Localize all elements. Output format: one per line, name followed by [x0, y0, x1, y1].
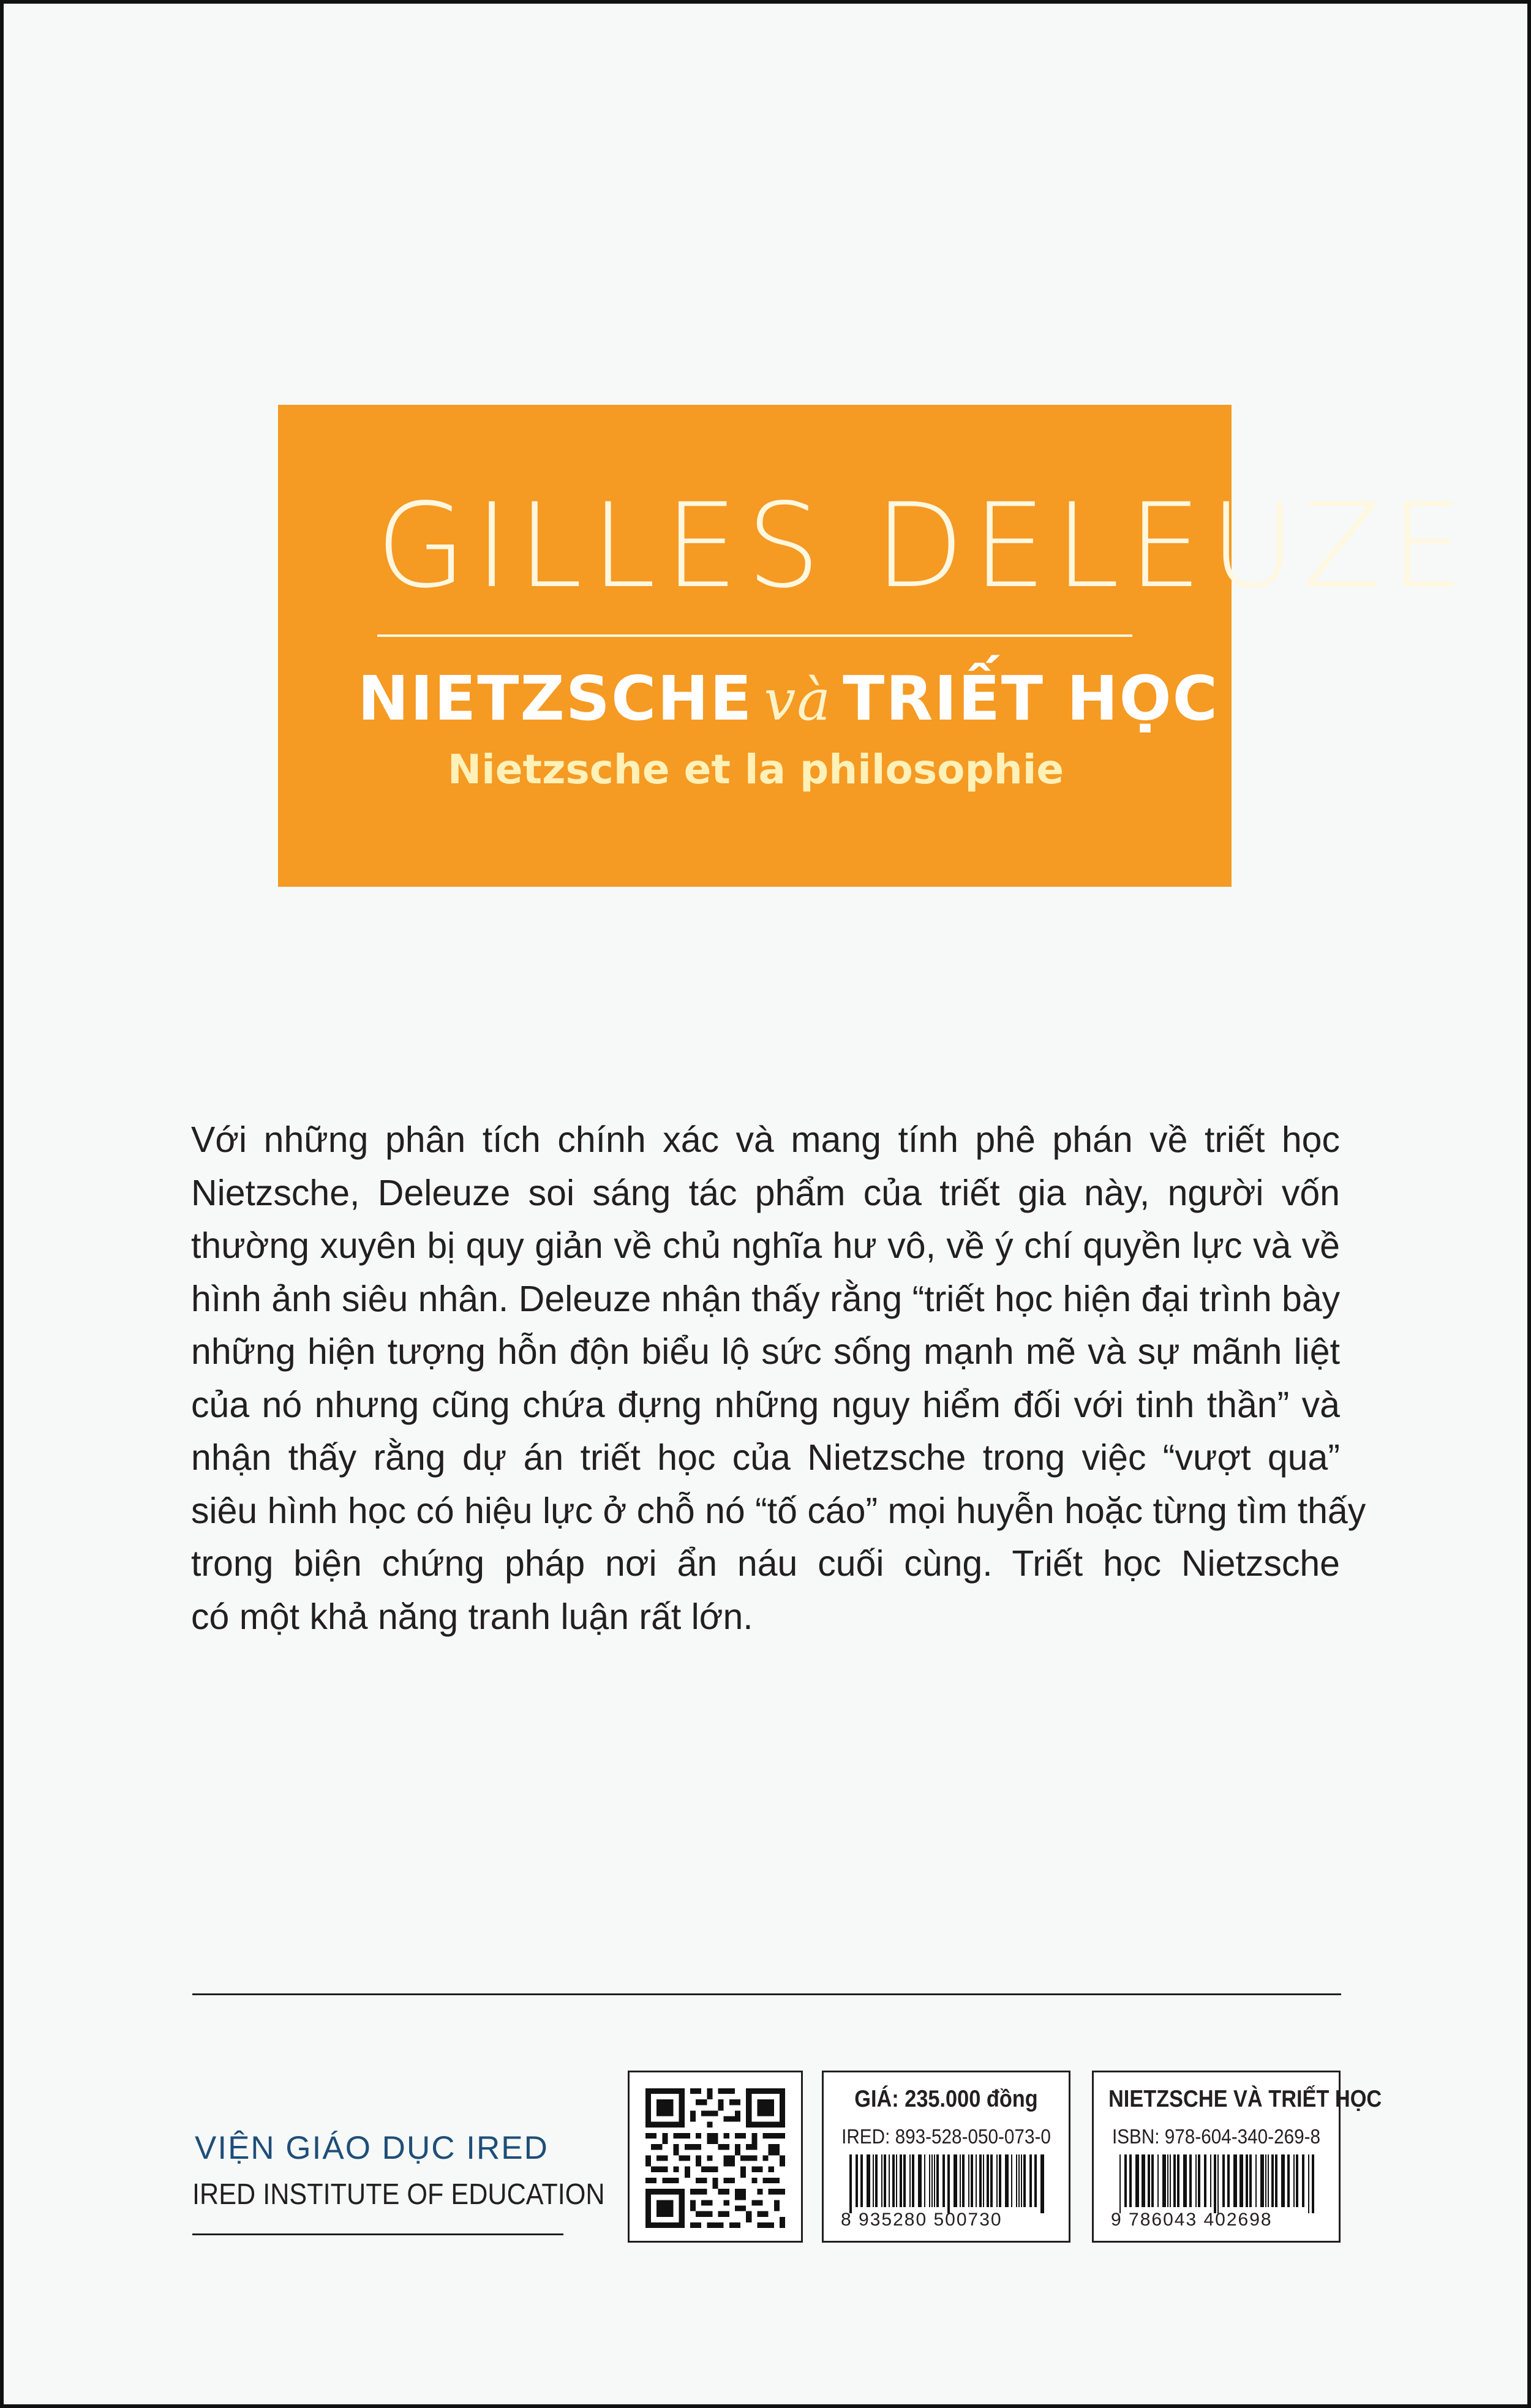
blurb-line: nhận thấy rằng dự án triết học của Nietzsche trong việc “vượt qua” [191, 1437, 1340, 1478]
barcode-bar [1151, 2154, 1154, 2207]
barcode-bar [1021, 2154, 1022, 2207]
blurb-line: siêu hình học có hiệu lực ở chỗ nó “tố cáo” mọi huyễn hoặc từng tìm thấy [191, 1490, 1366, 1531]
qr-code-icon [645, 2088, 785, 2228]
barcode-bar [1210, 2154, 1211, 2207]
barcode-bar [1124, 2154, 1127, 2207]
barcode-bar [1233, 2154, 1237, 2207]
book-title-french: Nietzsche et la philosophie [447, 746, 1064, 793]
barcode-bar [1214, 2154, 1216, 2213]
barcode-bar [1308, 2154, 1309, 2213]
barcode-bar [947, 2154, 950, 2213]
barcode-bar [1222, 2154, 1225, 2207]
author-name: GILLES DELEUZE [376, 478, 1473, 614]
barcode-bar [962, 2154, 965, 2207]
barcode-bar [983, 2154, 984, 2207]
qr-code-box [628, 2071, 803, 2243]
barcode-bar [996, 2154, 998, 2207]
barcode-bar [990, 2154, 993, 2207]
barcode-bar [1023, 2154, 1026, 2207]
barcode-bar [1302, 2154, 1304, 2207]
blurb-line: hình ảnh siêu nhân. Deleuze nhận thấy rằng “triết học hiện đại trình bày [191, 1278, 1341, 1319]
barcode-icon [849, 2154, 1045, 2213]
publisher-name-vietnamese: VIỆN GIÁO DỤC IRED [195, 2130, 549, 2166]
barcode-bar [1275, 2154, 1277, 2207]
isbn-number: ISBN: 978-604-340-269-8 [1112, 2125, 1321, 2148]
publisher-underline [192, 2233, 563, 2235]
barcode-bar [900, 2154, 902, 2207]
barcode-bar [1029, 2154, 1032, 2207]
barcode-bar [1016, 2154, 1017, 2207]
blurb-line: trong biện chứng pháp nơi ẩn náu cuối cùng. Triết học Nietzsche [191, 1543, 1340, 1584]
barcode-bar [929, 2154, 930, 2207]
barcode-bar [1265, 2154, 1266, 2207]
price-barcode-box [822, 2071, 1070, 2243]
barcode-bar [942, 2154, 945, 2207]
barcode-bar [934, 2154, 935, 2207]
isbn-barcode-box [1092, 2071, 1382, 2243]
barcode-bar [1142, 2154, 1145, 2207]
bottom-divider [192, 1993, 1341, 1995]
blurb-line: có một khả năng tranh luận rất lớn. [191, 1596, 753, 1637]
barcode-bar [1119, 2154, 1121, 2213]
barcode-bar [1195, 2154, 1197, 2207]
title-block [278, 405, 1473, 887]
blurb-line: Với những phân tích chính xác và mang tính phê phán về triết học [191, 1119, 1340, 1160]
barcode-bar [1249, 2154, 1252, 2207]
barcode-digits: 9 786043 402698 [1111, 2210, 1273, 2230]
barcode-bar [1260, 2154, 1264, 2207]
barcode-bar [960, 2154, 961, 2207]
barcode-bar [1170, 2154, 1171, 2207]
barcode-bar [971, 2154, 973, 2207]
barcode-bar [884, 2154, 886, 2207]
barcode-bar [1239, 2154, 1243, 2207]
blurb-line: những hiện tượng hỗn độn biểu lộ sức sống mạnh mẽ và sự mãnh liệt [191, 1331, 1340, 1372]
barcode-bar [875, 2154, 878, 2207]
barcode-bar [1296, 2154, 1298, 2207]
barcode-bar [1148, 2154, 1150, 2207]
isbn-box-title: NIETZSCHE VÀ TRIẾT HỌC [1108, 2086, 1382, 2112]
barcode-bar [1167, 2154, 1168, 2207]
ired-code: IRED: 893-528-050-073-0 [841, 2125, 1051, 2148]
barcode-bar [979, 2154, 982, 2207]
barcode-bar [896, 2154, 897, 2207]
barcode-bar [1173, 2154, 1176, 2207]
barcode-bar [889, 2154, 890, 2207]
barcode-bar [860, 2154, 863, 2207]
barcode-bar [1129, 2154, 1132, 2207]
barcode-bar [849, 2154, 852, 2213]
barcode-bar [1217, 2154, 1219, 2213]
barcode-bar [1268, 2154, 1269, 2207]
barcode-bar [1204, 2154, 1206, 2207]
barcode-bar [867, 2154, 870, 2207]
barcode-bar [1189, 2154, 1192, 2207]
barcode-bar [873, 2154, 874, 2207]
barcode-bar [1198, 2154, 1200, 2207]
barcode-bar [1162, 2154, 1166, 2207]
book-title-vietnamese [358, 662, 1219, 737]
barcode-bar [976, 2154, 977, 2207]
price-label: GIÁ: 235.000 đồng [854, 2086, 1038, 2112]
barcode-bar [999, 2154, 1001, 2207]
barcode-bar [1018, 2154, 1020, 2207]
barcode-bar [968, 2154, 969, 2207]
barcode-bar [892, 2154, 895, 2207]
barcode-bar [1005, 2154, 1009, 2207]
title-part-2: TRIẾT HỌC [843, 663, 1219, 734]
barcode-bar [1281, 2154, 1285, 2207]
barcode-bar [936, 2154, 939, 2207]
blurb-line: của nó nhưng cũng chứa đựng những nguy hiểm đối với tinh thần” và [191, 1384, 1340, 1425]
barcode-bar [1312, 2154, 1314, 2213]
barcode-bar [1246, 2154, 1248, 2207]
barcode-bar [1293, 2154, 1295, 2207]
back-cover-blurb [191, 1113, 1366, 1643]
barcode-bar [1255, 2154, 1257, 2207]
barcode-bar [1287, 2154, 1290, 2207]
barcode-bar [903, 2154, 906, 2207]
blurb-line: Nietzsche, Deleuze soi sáng tác phẩm của triết gia này, người vốn [191, 1172, 1340, 1213]
barcode-bar [881, 2154, 882, 2207]
barcode-icon [1119, 2154, 1315, 2213]
barcode-bar [954, 2154, 957, 2207]
barcode-bar [931, 2154, 933, 2207]
title-part-1: NIETZSCHE [358, 663, 753, 734]
title-connector: và [764, 668, 832, 733]
barcode-bar [918, 2154, 922, 2207]
author-divider [377, 634, 1132, 637]
barcode-bar [924, 2154, 925, 2207]
barcode-bar [1157, 2154, 1159, 2207]
barcode-bar [1183, 2154, 1187, 2207]
barcode-bar [912, 2154, 914, 2207]
barcode-bar [1135, 2154, 1139, 2207]
barcode-bar [1034, 2154, 1037, 2207]
barcode-bar [1177, 2154, 1179, 2207]
barcode-bar [1227, 2154, 1230, 2207]
barcode-bar [909, 2154, 911, 2207]
barcode-bar [1011, 2154, 1012, 2207]
barcode-bar [1271, 2154, 1274, 2207]
barcode-bar [1040, 2154, 1044, 2213]
barcode-digits: 8 935280 500730 [841, 2210, 1002, 2230]
publisher-name-english: IRED INSTITUTE OF EDUCATION [192, 2178, 605, 2211]
barcode-bar [987, 2154, 989, 2207]
barcode-bar [856, 2154, 858, 2207]
blurb-line: thường xuyên bị quy giản về chủ nghĩa hư vô, về ý chí quyền lực và về [191, 1225, 1340, 1266]
